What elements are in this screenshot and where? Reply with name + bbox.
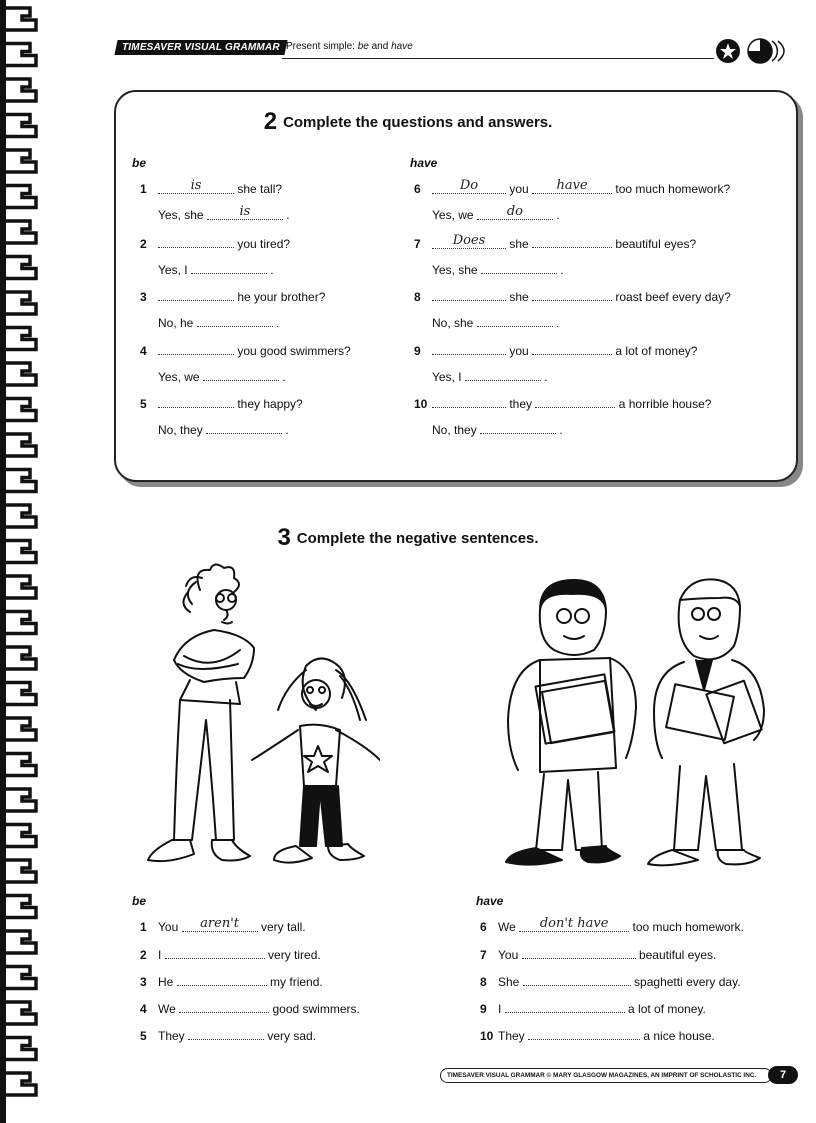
answer-row xyxy=(158,315,279,330)
footer xyxy=(440,1066,798,1084)
answer-blank[interactable] xyxy=(179,1001,269,1013)
answer-blank[interactable] xyxy=(480,422,556,434)
answer-prefix: Yes, we xyxy=(432,208,474,222)
item-number: 1 xyxy=(140,182,147,196)
item-number: 7 xyxy=(480,948,487,962)
answer-row xyxy=(158,204,290,222)
woman-figure xyxy=(148,564,254,861)
answer-blank-answer: Do xyxy=(459,178,479,193)
answer-blank[interactable] xyxy=(535,396,615,408)
subject-text: you xyxy=(509,182,529,196)
answer-blank[interactable] xyxy=(158,343,234,355)
sentence-text: a lot of money. xyxy=(628,1002,706,1016)
sentence-text: very sad. xyxy=(267,1029,317,1043)
question-row xyxy=(414,343,697,358)
answer-row xyxy=(432,315,559,330)
exercise-3-have-heading: have xyxy=(476,894,504,908)
question-text: a lot of money? xyxy=(615,343,698,358)
answer-blank[interactable] xyxy=(532,343,612,355)
binding-ring xyxy=(4,1038,36,1060)
sentence-text: good swimmers. xyxy=(272,1002,360,1016)
answer-blank[interactable] xyxy=(528,1028,640,1040)
sentence-row xyxy=(140,974,323,989)
subject-text: We xyxy=(158,1002,176,1016)
answer-blank-answer: do xyxy=(506,204,524,219)
question-text: they happy? xyxy=(237,397,303,411)
binding-ring xyxy=(4,8,36,30)
item-number: 10 xyxy=(480,1029,494,1043)
answer-blank[interactable] xyxy=(158,289,234,301)
sentence-text: spaghetti every day. xyxy=(634,975,741,989)
sentence-row xyxy=(140,916,306,934)
answer-blank-answer: is xyxy=(239,204,251,219)
binding-ring xyxy=(4,683,36,705)
item-number: 8 xyxy=(480,975,487,989)
sentence-text: very tall. xyxy=(260,920,306,934)
question-row xyxy=(414,289,731,304)
answer-end: . xyxy=(286,208,290,222)
answer-end: . xyxy=(556,208,560,222)
level-icons xyxy=(712,36,802,66)
answer-prefix: Yes, I xyxy=(158,262,188,277)
answer-blank[interactable] xyxy=(207,204,283,220)
binding-ring xyxy=(4,612,36,634)
subject-text: You xyxy=(498,948,519,962)
sentence-text: very tired. xyxy=(268,948,321,962)
item-number: 4 xyxy=(140,343,147,358)
exercise-3-be-heading: be xyxy=(132,894,147,908)
answer-row xyxy=(432,422,563,437)
item-number: 7 xyxy=(414,236,421,251)
answer-prefix: Yes, she xyxy=(158,208,204,222)
answer-blank[interactable] xyxy=(177,974,267,986)
binding-ring xyxy=(4,718,36,740)
boy-with-folders xyxy=(506,580,636,865)
answer-blank[interactable] xyxy=(188,1028,264,1040)
page-number: 7 xyxy=(768,1066,798,1084)
exercise-3-title: 3 Complete the negative sentences. xyxy=(277,524,539,551)
binding-ring xyxy=(4,647,36,669)
answer-blank[interactable] xyxy=(523,974,631,986)
subject-text: They xyxy=(158,1029,185,1043)
answer-blank[interactable] xyxy=(465,369,541,381)
page-header xyxy=(112,36,802,66)
binding-ring xyxy=(4,150,36,172)
subject-text: she xyxy=(509,290,529,304)
answer-blank[interactable] xyxy=(432,343,506,355)
answer-end: . xyxy=(285,423,289,437)
answer-prefix: Yes, we xyxy=(158,369,200,384)
answer-row xyxy=(432,204,560,222)
item-number: 3 xyxy=(140,975,147,989)
answer-blank[interactable] xyxy=(432,232,506,249)
illustration-woman-and-girl xyxy=(140,560,380,880)
item-number: 3 xyxy=(140,290,147,304)
answer-end: . xyxy=(560,262,564,277)
answer-blank[interactable] xyxy=(191,262,267,274)
item-number: 9 xyxy=(414,343,421,358)
binding-ring xyxy=(4,931,36,953)
sentence-text: beautiful eyes. xyxy=(638,948,717,962)
answer-row xyxy=(158,422,289,437)
answer-blank-answer: aren't xyxy=(200,916,240,931)
sentence-row xyxy=(140,947,321,962)
item-number: 8 xyxy=(414,290,421,304)
question-text: you tired? xyxy=(237,236,291,251)
binding-ring xyxy=(4,860,36,882)
question-row xyxy=(140,178,283,196)
answer-blank[interactable] xyxy=(432,178,506,194)
question-row xyxy=(414,396,711,411)
sentence-row xyxy=(480,974,741,989)
answer-end: . xyxy=(282,369,286,384)
item-number: 2 xyxy=(140,948,147,962)
answer-blank[interactable] xyxy=(532,236,612,248)
spiral-binding xyxy=(0,0,44,1123)
answer-blank[interactable] xyxy=(158,236,234,248)
sentence-text: too much homework. xyxy=(632,920,744,934)
answer-blank[interactable] xyxy=(522,947,636,959)
answer-blank[interactable] xyxy=(182,916,258,932)
answer-prefix: Yes, she xyxy=(432,262,478,277)
item-number: 1 xyxy=(140,920,147,934)
girl-figure xyxy=(252,658,380,862)
sentence-text: my friend. xyxy=(270,975,323,989)
answer-end: . xyxy=(556,316,560,330)
sentence-row xyxy=(140,1001,360,1016)
subject-text: they xyxy=(509,397,533,411)
question-text: roast beef every day? xyxy=(615,290,731,304)
answer-row xyxy=(432,369,548,384)
sentence-row xyxy=(480,1001,706,1016)
binding-ring xyxy=(4,1002,36,1024)
answer-prefix: No, he xyxy=(158,316,194,330)
binding-ring xyxy=(4,576,36,598)
question-row xyxy=(140,236,290,251)
question-row xyxy=(414,232,697,251)
subject-text: you xyxy=(509,343,529,358)
sentence-row xyxy=(480,1028,715,1043)
answer-end: . xyxy=(544,369,548,384)
item-number: 9 xyxy=(480,1002,487,1016)
binding-ring xyxy=(4,44,36,66)
subject-text: You xyxy=(158,920,179,934)
question-row xyxy=(140,289,325,304)
header-rule xyxy=(282,58,714,59)
binding-ring xyxy=(4,186,36,208)
answer-blank-answer: is xyxy=(190,178,202,193)
question-row xyxy=(140,343,351,358)
answer-row xyxy=(158,262,274,277)
item-number: 6 xyxy=(414,182,421,196)
binding-ring xyxy=(4,328,36,350)
answer-prefix: No, she xyxy=(432,316,474,330)
answer-prefix: No, they xyxy=(432,423,477,437)
boy-with-books xyxy=(648,579,764,865)
answer-blank[interactable] xyxy=(532,178,612,194)
answer-row xyxy=(158,369,286,384)
sentence-row xyxy=(480,947,716,962)
answer-blank-answer: don't have xyxy=(539,916,609,931)
item-number: 6 xyxy=(480,920,487,934)
footer-copyright: TIMESAVER VISUAL GRAMMAR © MARY GLASGOW MAGAZINES, AN IMPRINT OF SCHOLASTIC INC. xyxy=(440,1068,772,1083)
binding-ring xyxy=(4,754,36,776)
subject-text: We xyxy=(498,920,516,934)
binding-ring xyxy=(4,967,36,989)
question-text: he your brother? xyxy=(237,290,326,304)
answer-prefix: No, they xyxy=(158,423,203,437)
answer-prefix: Yes, I xyxy=(432,369,462,384)
answer-blank[interactable] xyxy=(432,396,506,408)
question-text: too much homework? xyxy=(615,182,731,196)
question-row xyxy=(414,178,731,196)
item-number: 2 xyxy=(140,236,147,251)
answer-blank[interactable] xyxy=(505,1001,625,1013)
binding-ring xyxy=(4,434,36,456)
answer-blank-answer: Does xyxy=(452,232,486,248)
answer-blank[interactable] xyxy=(158,396,234,408)
exercise-2-be-heading: be xyxy=(132,156,147,170)
question-text: a horrible house? xyxy=(618,397,712,411)
sentence-row xyxy=(480,916,744,934)
answer-blank[interactable] xyxy=(203,369,279,381)
answer-blank[interactable] xyxy=(532,289,612,301)
question-text: you good swimmers? xyxy=(237,343,351,358)
answer-blank[interactable] xyxy=(481,262,557,274)
subject-text: I xyxy=(158,948,162,962)
question-text: beautiful eyes? xyxy=(615,236,697,251)
answer-blank[interactable] xyxy=(432,289,506,301)
item-number: 4 xyxy=(140,1002,147,1016)
sentence-row xyxy=(140,1028,316,1043)
question-text: she tall? xyxy=(237,182,283,196)
answer-row xyxy=(432,262,564,277)
binding-ring xyxy=(4,1073,36,1095)
binding-ring xyxy=(4,896,36,918)
binding-ring xyxy=(4,257,36,279)
answer-end: . xyxy=(270,262,274,277)
illustration-two-boys xyxy=(500,570,790,870)
binding-ring xyxy=(4,789,36,811)
subject-text: She xyxy=(498,975,520,989)
page-topic: Present simple: be and have xyxy=(286,41,413,52)
subject-text: They xyxy=(498,1029,525,1043)
subject-text: He xyxy=(158,975,174,989)
sentence-text: a nice house. xyxy=(643,1029,715,1043)
item-number: 5 xyxy=(140,1029,147,1043)
answer-end: . xyxy=(559,423,563,437)
binding-ring xyxy=(4,363,36,385)
binding-ring xyxy=(4,470,36,492)
answer-blank[interactable] xyxy=(197,315,273,327)
answer-blank[interactable] xyxy=(477,204,553,220)
answer-blank[interactable] xyxy=(206,422,282,434)
subject-text: she xyxy=(509,236,529,251)
answer-blank[interactable] xyxy=(158,178,234,194)
binding-ring xyxy=(4,399,36,421)
answer-blank-answer: have xyxy=(556,178,588,193)
binding-ring xyxy=(4,79,36,101)
answer-blank[interactable] xyxy=(519,916,629,932)
answer-end: . xyxy=(276,316,280,330)
binding-ring xyxy=(4,221,36,243)
binding-ring xyxy=(4,825,36,847)
item-number: 10 xyxy=(414,397,428,411)
binding-ring xyxy=(4,292,36,314)
series-badge: TIMESAVER VISUAL GRAMMAR xyxy=(114,40,287,55)
answer-blank[interactable] xyxy=(165,947,265,959)
item-number: 5 xyxy=(140,397,147,411)
subject-text: I xyxy=(498,1002,502,1016)
exercise-2-have-heading: have xyxy=(410,156,438,170)
question-row xyxy=(140,396,303,411)
answer-blank[interactable] xyxy=(477,315,553,327)
exercise-2-title: 2 Complete the questions and answers. xyxy=(263,108,553,135)
